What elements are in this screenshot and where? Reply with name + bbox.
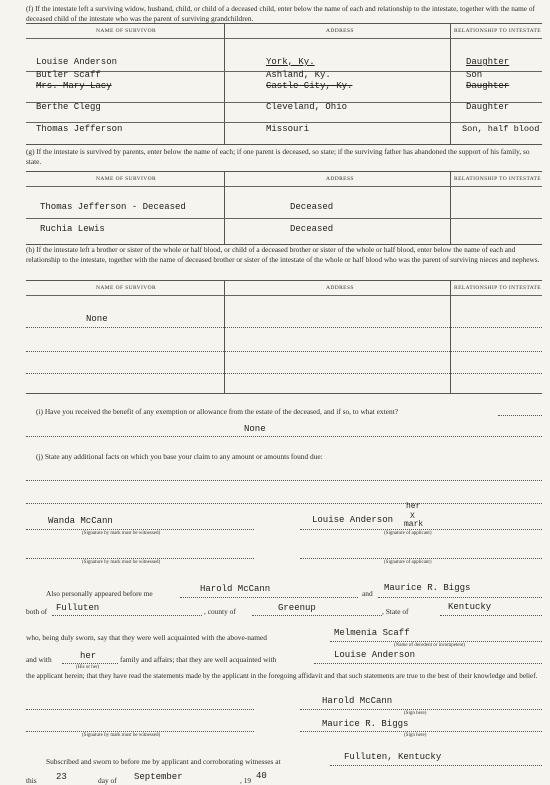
survivor-address: Castle City, Ky. [266, 81, 353, 91]
survivor-relationship: Daughter [466, 81, 510, 91]
affidavit-closing: the applicant herein; that they have read the statements made by the applicant in the foregoing affidavit and that such statements are true to the best of their knowledge and belief. [26, 672, 538, 680]
applicant-caption-2: (Signature of applicant) [384, 560, 432, 565]
survivor-name: Butler Scaff [36, 70, 101, 80]
header-relationship: RELATIONSHIP TO INTESTATE [454, 28, 542, 34]
town: Fulluten [56, 603, 100, 613]
decedent-caption: (Name of decedent or incompetent) [394, 643, 466, 648]
and-with-text: and with [26, 655, 52, 664]
jurat-text: Subscribed and sworn to before me by applicant and corroborating witnesses at [46, 757, 281, 766]
section-i-question: (i) Have you received the benefit of any exemption or allowance from the estate of the deceased, and if so, to what extent? [36, 407, 398, 416]
survivor-relationship: Son [466, 70, 483, 80]
pronoun-caption: (His or her) [76, 665, 100, 670]
siblings-table-h [26, 280, 542, 394]
sworn-text: who, being duly sworn, say that they were well acquainted with the above-named [26, 633, 267, 642]
sign-caption-2: (Sign here) [404, 733, 427, 738]
witness-caption-2: (Signature by mark must be witnessed) [82, 560, 161, 565]
header-address: ADDRESS [326, 28, 354, 34]
corroborating-witness-1: Harold McCann [200, 584, 271, 594]
jurat-year: 40 [256, 771, 267, 781]
applicant-signature: Louise Anderson [312, 515, 394, 525]
mark-word: mark [404, 520, 424, 529]
section-h-instruction: (h) If the intestate left a brother or sister of the whole or half blood, or child of a deceased brother or sister of the whole or half blood, enter below the name of each and relationship to the intestate, together with the name of deceased brother or sister of the intestate of the whole or half blood who was the parent of surviving nieces and nephews. [26, 245, 540, 264]
this-text: this [26, 776, 37, 785]
header-relationship: RELATIONSHIP TO INTESTATE [454, 176, 542, 182]
witness-caption: (Signature by mark must be witnessed) [82, 531, 161, 536]
witness-signature: Wanda McCann [48, 516, 113, 526]
parent-name: Ruchia Lewis [40, 224, 105, 234]
survivor-address: York, Ky. [266, 57, 315, 67]
jurat-day: 23 [56, 772, 67, 782]
survivor-address: Missouri [266, 124, 310, 134]
day-of-text: day of [98, 776, 117, 785]
exemption-answer: None [244, 424, 266, 434]
mark-her: her [406, 502, 421, 511]
also-appeared-text: Also personally appeared before me [46, 589, 153, 598]
affidavit-applicant: Louise Anderson [334, 650, 416, 660]
county: Greenup [278, 603, 316, 613]
jurat-month: September [134, 772, 183, 782]
siblings-none: None [86, 314, 108, 324]
section-g-instruction: (g) If the intestate is survived by parents, enter below the name of each; if one parent is deceased, so state; if the surviving father has abandoned the support of his family, so state. [26, 147, 530, 166]
decedent-name: Melmenia Scaff [334, 628, 410, 638]
survivor-name: Mrs. Mary Lacy [36, 81, 112, 91]
applicant-caption: (Signature of applicant) [384, 531, 432, 536]
parent-address: Deceased [290, 224, 334, 234]
header-name: NAME OF SURVIVOR [96, 285, 157, 291]
state: Kentucky [448, 602, 492, 612]
header-address: ADDRESS [326, 285, 354, 291]
survivor-address: Cleveland, Ohio [266, 102, 348, 112]
survivor-relationship: Son, half blood [462, 124, 540, 134]
sign-harold: Harold McCann [322, 696, 393, 706]
section-f-instruction: (f) If the intestate left a surviving widow, husband, child, or child of a deceased child, enter below the name of each and relationship to the intestate, together with the name of deceased child of the intestate who was the parent of surviving grandchildren. [26, 4, 535, 23]
jurat-place: Fulluten, Kentucky [344, 752, 442, 762]
affidavit-witness-caption: (Signature by mark must be witnessed) [82, 733, 161, 738]
and-text: and [362, 589, 373, 598]
survivor-address: Ashland, Ky. [266, 70, 331, 80]
survivor-relationship: Daughter [466, 57, 510, 67]
survivor-name: Louise Anderson [36, 57, 118, 67]
mark-x: X [410, 512, 415, 521]
header-relationship: RELATIONSHIP TO INTESTATE [454, 285, 542, 291]
header-address: ADDRESS [326, 176, 354, 182]
survivor-name: Thomas Jefferson [36, 124, 123, 134]
state-label: , State of [382, 607, 409, 616]
survivor-relationship: Daughter [466, 102, 510, 112]
corroborating-witness-2: Maurice R. Biggs [384, 583, 471, 593]
parent-name: Thomas Jefferson - Deceased [40, 202, 186, 212]
county-label: , county of [204, 607, 236, 616]
year-prefix: , 19 [240, 776, 252, 785]
both-of-text: both of [26, 607, 48, 616]
header-name: NAME OF SURVIVOR [96, 28, 157, 34]
sign-caption: (Sign here) [404, 711, 427, 716]
sign-maurice: Maurice R. Biggs [322, 719, 409, 729]
survivor-name: Berthe Clegg [36, 102, 101, 112]
pronoun: her [80, 651, 97, 661]
parent-address: Deceased [290, 202, 334, 212]
header-name: NAME OF SURVIVOR [96, 176, 157, 182]
family-text: family and affairs; that they are well acquainted with [120, 655, 277, 664]
section-j-question: (j) State any additional facts on which you base your claim to any amount or amounts found due: [36, 452, 323, 461]
